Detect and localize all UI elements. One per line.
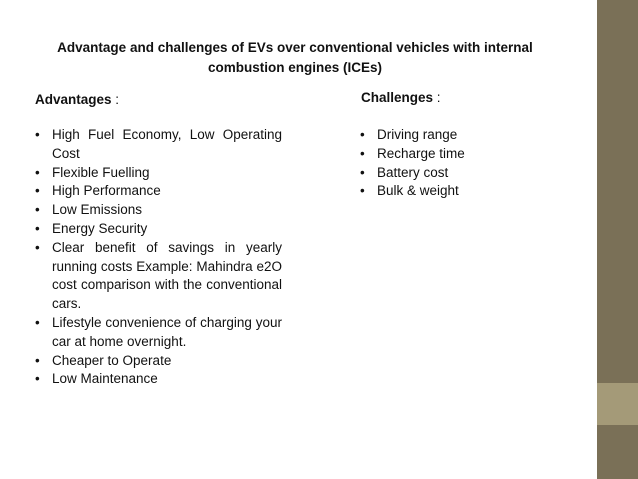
- list-item: • High Performance: [34, 182, 282, 201]
- list-item: • Bulk & weight: [359, 182, 559, 201]
- list-item: • Low Emissions: [34, 201, 282, 220]
- advantages-heading-label: Advantages: [35, 92, 112, 107]
- list-item: • Battery cost: [359, 164, 559, 183]
- list-item: • Clear benefit of savings in yearly running costs Example: Mahindra e2O cost comparison with the conventional cars.: [34, 239, 282, 314]
- challenges-heading-label: Challenges: [361, 90, 434, 105]
- list-item: • Energy Security: [34, 220, 282, 239]
- challenges-heading: [361, 89, 441, 107]
- advantages-list: [34, 126, 282, 389]
- list-item: • Flexible Fuelling: [34, 164, 282, 183]
- challenges-heading-suffix: :: [433, 90, 441, 105]
- list-item: • Lifestyle convenience of charging your car at home overnight.: [34, 314, 282, 352]
- decorative-sidebar: [597, 0, 638, 479]
- list-item: • Low Maintenance: [34, 370, 282, 389]
- advantages-heading: [35, 91, 119, 109]
- list-item: • Driving range: [359, 126, 559, 145]
- list-item: • Cheaper to Operate: [34, 352, 282, 371]
- sidebar-accent-block: [597, 383, 638, 425]
- advantages-heading-suffix: :: [111, 92, 120, 107]
- list-item: • High Fuel Economy, Low Operating Cost: [34, 126, 282, 164]
- list-item: • Recharge time: [359, 145, 559, 164]
- slide-title: Advantage and challenges of EVs over conventional vehicles with internal combustion engines (ICEs): [57, 40, 533, 75]
- challenges-list: [359, 126, 559, 201]
